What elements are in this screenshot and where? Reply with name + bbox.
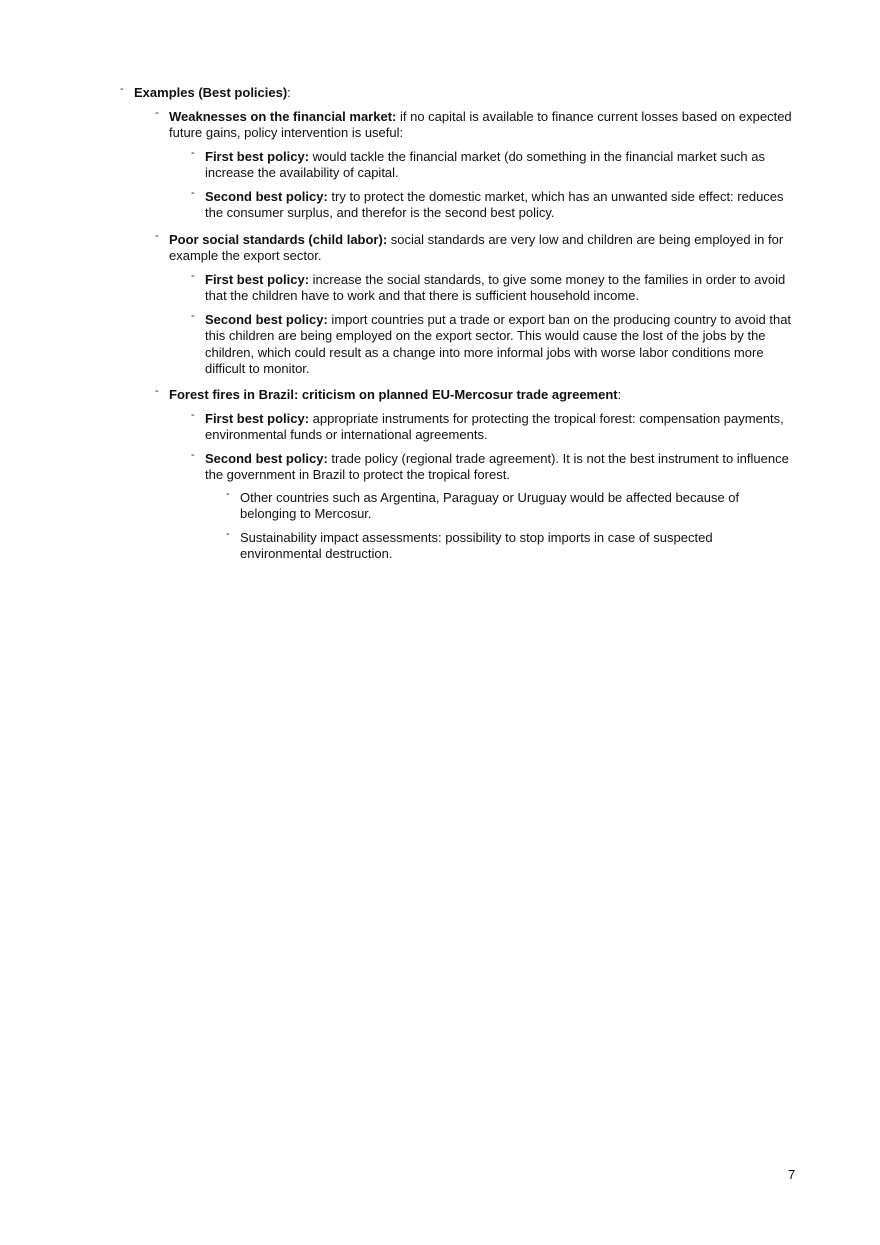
item-heading: First best policy: — [205, 272, 310, 287]
item-heading: First best policy: — [205, 411, 310, 426]
list-item-second-best-forest — [191, 449, 795, 484]
bullet-dash-icon: - — [155, 230, 159, 242]
list-item-first-best-financial — [191, 147, 795, 182]
item-text: Sustainability impact assessments: possibility to stop imports in case of suspected environmental destruction. — [240, 530, 713, 562]
bullet-dash-icon: - — [191, 449, 195, 461]
list-item-second-best-social — [191, 310, 797, 377]
item-heading: Weaknesses on the financial market: — [169, 109, 397, 124]
bullet-dash-icon: - — [155, 107, 159, 119]
list-item-second-best-financial — [191, 187, 795, 222]
list-item-first-best-forest — [191, 409, 795, 444]
list-item-forest-fires — [155, 385, 794, 403]
bullet-dash-icon: - — [191, 187, 195, 199]
item-text: would tackle the financial market (do something in the financial market such as increase the availability of capital. — [205, 149, 765, 181]
item-heading: Second best policy: — [205, 451, 328, 466]
item-text: : — [287, 85, 291, 100]
list-item-social-standards — [155, 230, 794, 265]
list-item-first-best-social — [191, 270, 795, 305]
page-number: 7 — [788, 1167, 796, 1182]
item-heading: Forest fires in Brazil: criticism on planned EU-Mercosur trade agreement — [169, 387, 618, 402]
item-heading: Poor social standards (child labor): — [169, 232, 388, 247]
item-text: increase the social standards, to give some money to the families in order to avoid that the children have to work and that there is sufficient household income. — [205, 272, 786, 304]
bullet-dash-icon: - — [226, 488, 230, 500]
list-item-sustainability — [226, 528, 795, 563]
item-text: import countries put a trade or export ban on the producing country to avoid that this children are being employed on the export sector. This would cause the lost of the jobs by the children, which could result as a change into more informal jobs with worse labor conditions more difficult to monitor. — [205, 312, 792, 376]
item-text: : — [617, 387, 622, 402]
item-heading: Second best policy: — [205, 312, 328, 327]
bullet-dash-icon: - — [191, 409, 195, 421]
bullet-dash-icon: - — [191, 147, 195, 159]
item-text: Other countries such as Argentina, Paraguay or Uruguay would be affected because of belonging to Mercosur. — [240, 490, 740, 522]
item-text: social standards are very low and children are being employed in for example the export sector. — [169, 232, 784, 264]
bullet-dash-icon: - — [191, 310, 195, 322]
bullet-dash-icon: - — [155, 385, 159, 397]
bullet-dash-icon: - — [120, 83, 124, 95]
item-text: trade policy (regional trade agreement). It is not the best instrument to influence the government in Brazil to protect the tropical forest. — [205, 451, 789, 483]
list-item-financial-market — [155, 107, 794, 142]
item-heading: First best policy: — [205, 149, 310, 164]
item-heading: Second best policy: — [205, 189, 328, 204]
item-text: appropriate instruments for protecting the tropical forest: compensation payments, environmental funds or international agreements. — [205, 411, 784, 443]
list-item-examples — [120, 83, 794, 101]
bullet-dash-icon: - — [191, 270, 195, 282]
list-item-other-countries — [226, 488, 795, 523]
item-text: try to protect the domestic market, which has an unwanted side effect: reduces the consumer surplus, and therefor is the second best policy. — [205, 189, 784, 221]
bullet-dash-icon: - — [226, 528, 230, 540]
item-text: if no capital is available to finance current losses based on expected future gains, policy intervention is useful: — [169, 109, 792, 141]
item-heading: Examples (Best policies) — [134, 85, 288, 100]
